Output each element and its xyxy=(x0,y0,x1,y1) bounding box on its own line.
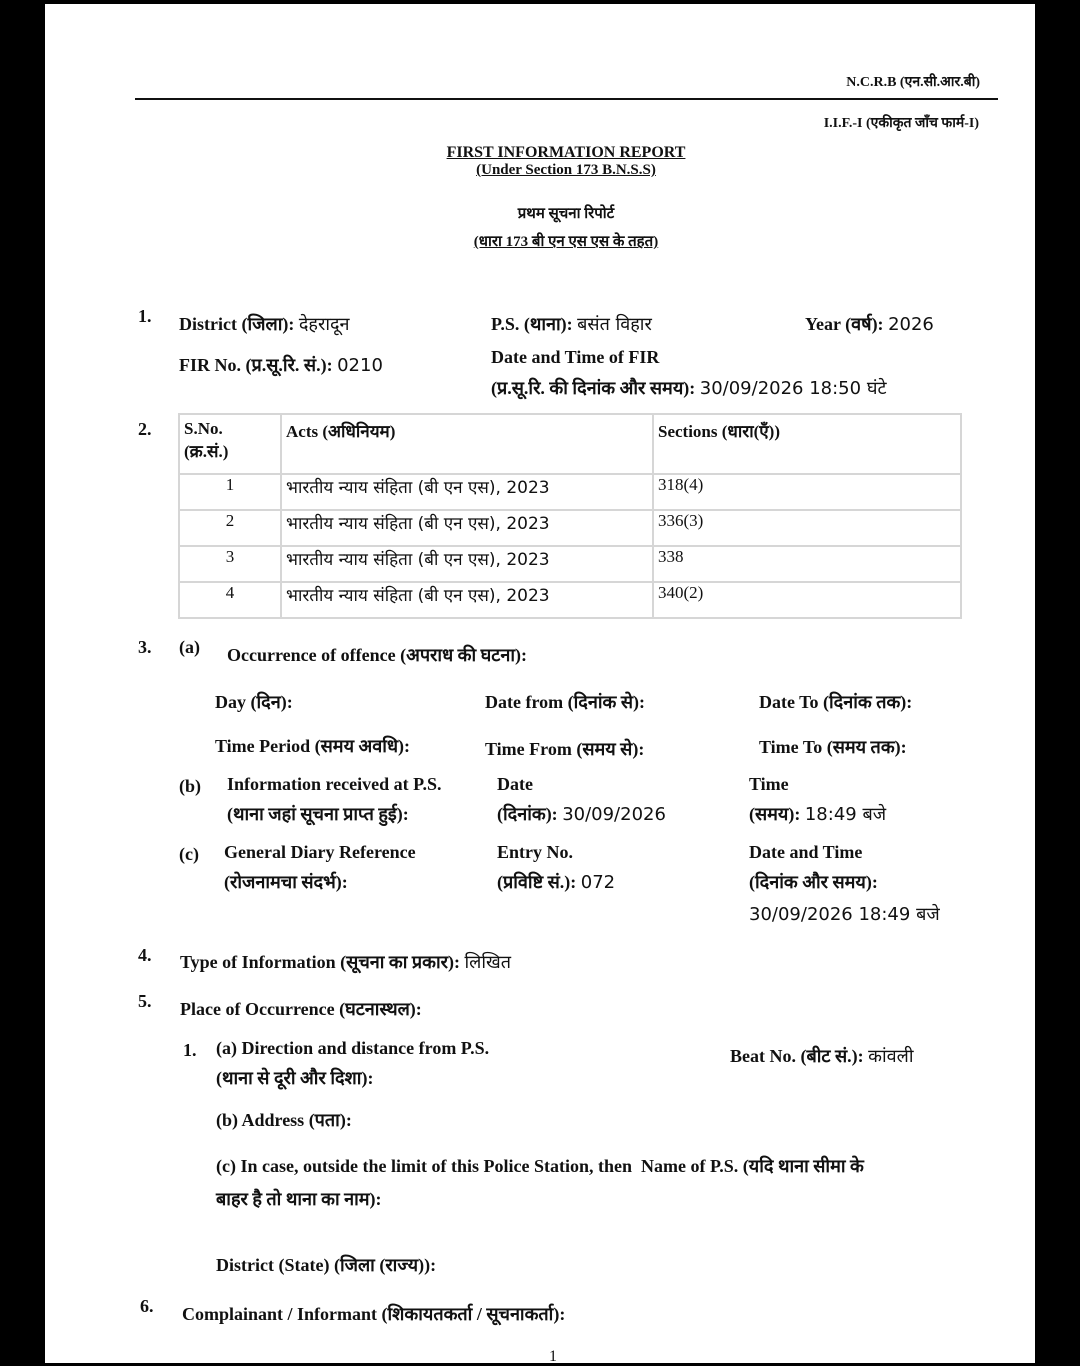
gd-datetime-value: 30/09/2026 18:49 बजे xyxy=(749,904,940,925)
row-sno: 3 xyxy=(179,546,281,582)
header-rule xyxy=(135,98,998,100)
section-3a-label: (a) xyxy=(179,637,200,657)
iif-label: I.I.F.-I (एकीकृत जाँच फार्म-I) xyxy=(823,116,979,131)
sno-header xyxy=(179,414,281,474)
fir-datetime-label: Date and Time of FIR xyxy=(491,347,660,367)
ncrb-label: N.C.R.B (एन.सी.आर.बी) xyxy=(846,75,980,90)
table-row xyxy=(179,546,961,582)
info-received-title-hindi: (थाना जहां सूचना प्राप्त हुई): xyxy=(227,804,409,824)
acts-header: Acts (अधिनियम) xyxy=(281,414,653,474)
direction-distance-label: (a) Direction and distance from P.S. xyxy=(216,1038,490,1058)
fir-number-field xyxy=(179,353,383,377)
info-date-label: Date xyxy=(497,774,533,794)
row-act: भारतीय न्याय संहिता (बी एन एस), 2023 xyxy=(281,582,653,618)
gd-reference-title-hindi: (रोजनामचा संदर्भ): xyxy=(224,872,348,892)
fir-number-value: 0210 xyxy=(337,355,383,376)
district-state-label: District (State) (जिला (राज्य)): xyxy=(216,1255,437,1275)
date-from-label: Date from (दिनांक से): xyxy=(485,692,645,712)
info-time-label: Time xyxy=(749,774,789,794)
entry-no-value: 072 xyxy=(580,872,616,893)
row-act: भारतीय न्याय संहिता (बी एन एस), 2023 xyxy=(281,546,653,582)
info-type-label: Type of Information (सूचना का प्रकार): xyxy=(180,952,460,972)
day-label: Day (दिन): xyxy=(215,692,293,712)
ps-value: बसंत विहार xyxy=(577,314,652,335)
entry-no-field xyxy=(497,870,615,894)
district-value: देहरादून xyxy=(298,314,350,335)
year-value: 2026 xyxy=(888,314,934,335)
report-subtitle: (Under Section 173 B.N.S.S) xyxy=(476,162,656,178)
row-sno: 4 xyxy=(179,582,281,618)
place-of-occurrence-label: Place of Occurrence (घटनास्थल): xyxy=(180,999,422,1019)
section-3b-label: (b) xyxy=(179,776,201,796)
acts-sections-table xyxy=(178,413,962,619)
row-act: भारतीय न्याय संहिता (बी एन एस), 2023 xyxy=(281,510,653,546)
outside-limit-label: (c) In case, outside the limit of this Police Station, then Name of P.S. (यदि थाना सीमा के xyxy=(216,1156,864,1176)
gd-reference-title: General Diary Reference xyxy=(224,842,416,862)
section-4-number: 4. xyxy=(138,945,152,965)
section-3c-label: (c) xyxy=(179,844,199,864)
section-6-number: 6. xyxy=(140,1296,154,1316)
info-date-value: 30/09/2026 xyxy=(562,804,666,825)
section-2-number: 2. xyxy=(138,419,152,439)
occurrence-title: Occurrence of offence (अपराध की घटना): xyxy=(227,645,527,665)
sno-header-hi: (क्र.सं.) xyxy=(184,442,229,461)
gd-datetime-label: Date and Time xyxy=(749,842,863,862)
row-section: 336(3) xyxy=(653,510,961,546)
page-number: 1 xyxy=(549,1348,557,1365)
year-label: Year (वर्ष): xyxy=(805,314,884,334)
sno-header-en: S.No. xyxy=(184,419,223,438)
sections-header: Sections (धारा(एँ)) xyxy=(653,414,961,474)
row-section: 340(2) xyxy=(653,582,961,618)
document-page xyxy=(45,4,1035,1363)
info-time-label-hindi: (समय): xyxy=(749,804,801,824)
row-section: 318(4) xyxy=(653,474,961,510)
info-time-field xyxy=(749,802,886,826)
entry-no-label: Entry No. xyxy=(497,842,573,862)
outside-limit-label-cont: बाहर है तो थाना का नाम): xyxy=(216,1189,382,1209)
time-from-label: Time From (समय से): xyxy=(485,739,645,759)
year-field xyxy=(805,312,934,336)
report-title: FIRST INFORMATION REPORT xyxy=(446,144,686,161)
report-subtitle-hindi: (धारा 173 बी एन एस एस के तहत) xyxy=(473,234,659,250)
table-row xyxy=(179,510,961,546)
beat-no-value: कांवली xyxy=(868,1046,914,1067)
info-type-value: लिखित xyxy=(464,952,511,973)
table-row xyxy=(179,474,961,510)
table-header-row xyxy=(179,414,961,474)
row-section: 338 xyxy=(653,546,961,582)
address-label: (b) Address (पता): xyxy=(216,1110,352,1130)
report-title-hindi: प्रथम सूचना रिपोर्ट xyxy=(517,206,615,222)
direction-distance-label-hindi: (थाना से दूरी और दिशा): xyxy=(216,1068,374,1088)
section-5-number: 5. xyxy=(138,991,152,1011)
fir-datetime-value: 30/09/2026 18:50 घंटे xyxy=(699,378,887,399)
row-act: भारतीय न्याय संहिता (बी एन एस), 2023 xyxy=(281,474,653,510)
ps-field xyxy=(491,312,652,336)
time-to-label: Time To (समय तक): xyxy=(759,737,907,757)
row-sno: 2 xyxy=(179,510,281,546)
fir-number-label: FIR No. (प्र.सू.रि. सं.): xyxy=(179,355,333,375)
row-sno: 1 xyxy=(179,474,281,510)
district-field xyxy=(179,312,350,336)
time-period-label: Time Period (समय अवधि): xyxy=(215,736,410,756)
info-type-field xyxy=(180,950,511,974)
info-time-value: 18:49 बजे xyxy=(804,804,887,825)
table-row xyxy=(179,582,961,618)
fir-datetime-field xyxy=(491,376,887,400)
gd-datetime-label-hindi: (दिनांक और समय): xyxy=(749,872,878,892)
place-item-number: 1. xyxy=(183,1040,197,1060)
info-date-field xyxy=(497,802,666,826)
beat-no-label: Beat No. (बीट सं.): xyxy=(730,1046,864,1066)
beat-no-field xyxy=(730,1044,914,1068)
complainant-label: Complainant / Informant (शिकायतकर्ता / सूचनाकर्ता): xyxy=(182,1304,566,1324)
entry-no-label-hindi: (प्रविष्टि सं.): xyxy=(497,872,577,892)
date-to-label: Date To (दिनांक तक): xyxy=(759,692,913,712)
info-date-label-hindi: (दिनांक): xyxy=(497,804,558,824)
ps-label: P.S. (थाना): xyxy=(491,314,573,334)
district-label: District (जिला): xyxy=(179,314,295,334)
fir-datetime-label-hindi: (प्र.सू.रि. की दिनांक और समय): xyxy=(491,378,696,398)
section-1-number: 1. xyxy=(138,306,152,326)
info-received-title: Information received at P.S. xyxy=(227,774,442,794)
section-3-number: 3. xyxy=(138,637,152,657)
